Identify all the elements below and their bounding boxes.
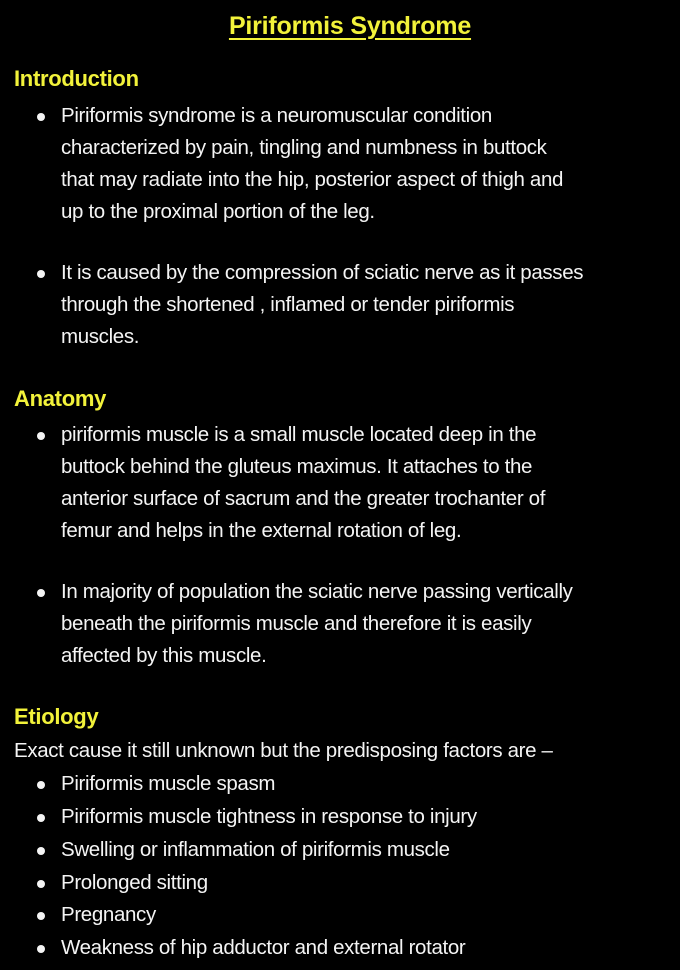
etiology-intro: Exact cause it still unknown but the predisposing factors are – (14, 739, 553, 762)
text-line: In majority of population the sciatic nerve passing vertically (61, 580, 573, 603)
text-line: femur and helps in the external rotation of leg. (61, 519, 462, 542)
text-line: up to the proximal portion of the leg. (61, 200, 375, 223)
bullet-icon (37, 814, 45, 822)
bullet-icon (37, 847, 45, 855)
bullet-icon (37, 113, 45, 121)
bullet-icon (37, 432, 45, 440)
text-line: through the shortened , inflamed or tender piriformis (61, 293, 515, 316)
text-line: Piriformis syndrome is a neuromuscular condition (61, 104, 492, 127)
text-line: Prolonged sitting (61, 871, 208, 894)
text-line: Swelling or inflammation of piriformis muscle (61, 838, 450, 861)
text-line: anterior surface of sacrum and the greater trochanter of (61, 487, 546, 510)
text-line: affected by this muscle. (61, 644, 267, 667)
bullet-icon (37, 880, 45, 888)
text-line: characterized by pain, tingling and numbness in buttock (61, 136, 547, 159)
text-line: Pregnancy (61, 903, 156, 926)
text-line: beneath the piriformis muscle and therefore it is easily (61, 612, 532, 635)
heading-etiology: Etiology (14, 704, 99, 729)
heading-introduction: Introduction (14, 66, 139, 91)
bullet-icon (37, 912, 45, 920)
text-line: Piriformis muscle spasm (61, 772, 276, 795)
text-line: piriformis muscle is a small muscle located deep in the (61, 423, 537, 446)
text-line: buttock behind the gluteus maximus. It attaches to the (61, 455, 533, 478)
page-title: Piriformis Syndrome (228, 12, 472, 40)
bullet-icon (37, 270, 45, 278)
text-line: that may radiate into the hip, posterior aspect of thigh and (61, 168, 564, 191)
heading-anatomy: Anatomy (14, 386, 107, 411)
bullet-icon (37, 589, 45, 597)
text-line: Piriformis muscle tightness in response to injury (61, 805, 477, 828)
bullet-icon (37, 781, 45, 789)
text-line: It is caused by the compression of sciatic nerve as it passes (61, 261, 584, 284)
bullet-icon (37, 945, 45, 953)
text-line: muscles. (61, 325, 140, 348)
text-line: Weakness of hip adductor and external rotator (61, 936, 466, 959)
